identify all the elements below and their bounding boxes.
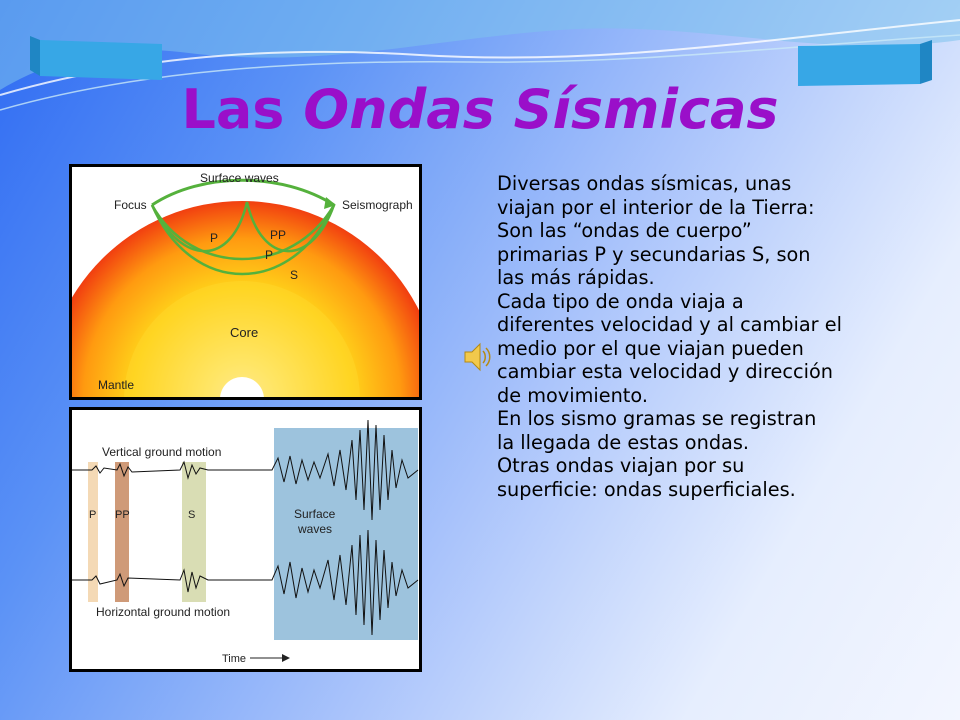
label-pp-band: PP [115,509,130,521]
p-band [88,462,98,602]
left-banner-icon [40,40,162,80]
label-p: P [210,231,219,245]
body-line: Otras ondas viajan por su [497,454,745,477]
label-pp: PP [270,228,287,242]
title-part-2: Ondas Sísmicas [303,78,779,141]
label-core: Core [230,325,259,340]
body-line: Diversas ondas sísmicas, unas [497,172,792,195]
label-vertical-ground-motion: Vertical ground motion [102,445,222,459]
label-p-band: P [89,509,97,521]
body-line: Son las “ondas de cuerpo” [497,219,752,242]
title-part-1: Las [181,78,285,141]
body-line: viajan por el interior de la Tierra: [497,195,815,219]
earth-waves-diagram [69,164,422,400]
speaker-icon[interactable] [462,340,492,379]
body-text [497,172,907,501]
surface-waves-band [274,428,418,640]
label-p-2: P [265,248,274,262]
label-waves: waves [298,522,333,536]
label-surface-waves: Surface waves [200,171,279,185]
body-line: de movimiento. [497,383,648,407]
label-mantle: Mantle [98,378,135,392]
body-line: superficie: ondas superficiales. [497,477,796,501]
label-focus: Focus [114,198,147,212]
body-line: diferentes velocidad y al cambiar el [497,313,842,336]
label-horizontal-ground-motion: Horizontal ground motion [96,605,231,619]
body-line: primarias P y secundarias S, son [497,242,811,266]
body-line: En los sismo gramas se registran [497,407,817,430]
label-seismograph: Seismograph [342,198,413,212]
body-line: medio por el que viajan pueden [497,336,804,360]
slide-title [0,78,960,141]
label-s-band: S [188,509,196,521]
seismogram-figure [69,407,422,672]
body-line: cambiar esta velocidad y dirección [497,360,833,383]
label-surface: Surface [294,507,336,521]
label-s: S [290,268,299,282]
body-line: Cada tipo de onda viaja a [497,289,744,313]
body-line: la llegada de estas ondas. [497,430,750,454]
label-time: Time [222,653,247,665]
body-line: las más rápidas. [497,266,655,289]
